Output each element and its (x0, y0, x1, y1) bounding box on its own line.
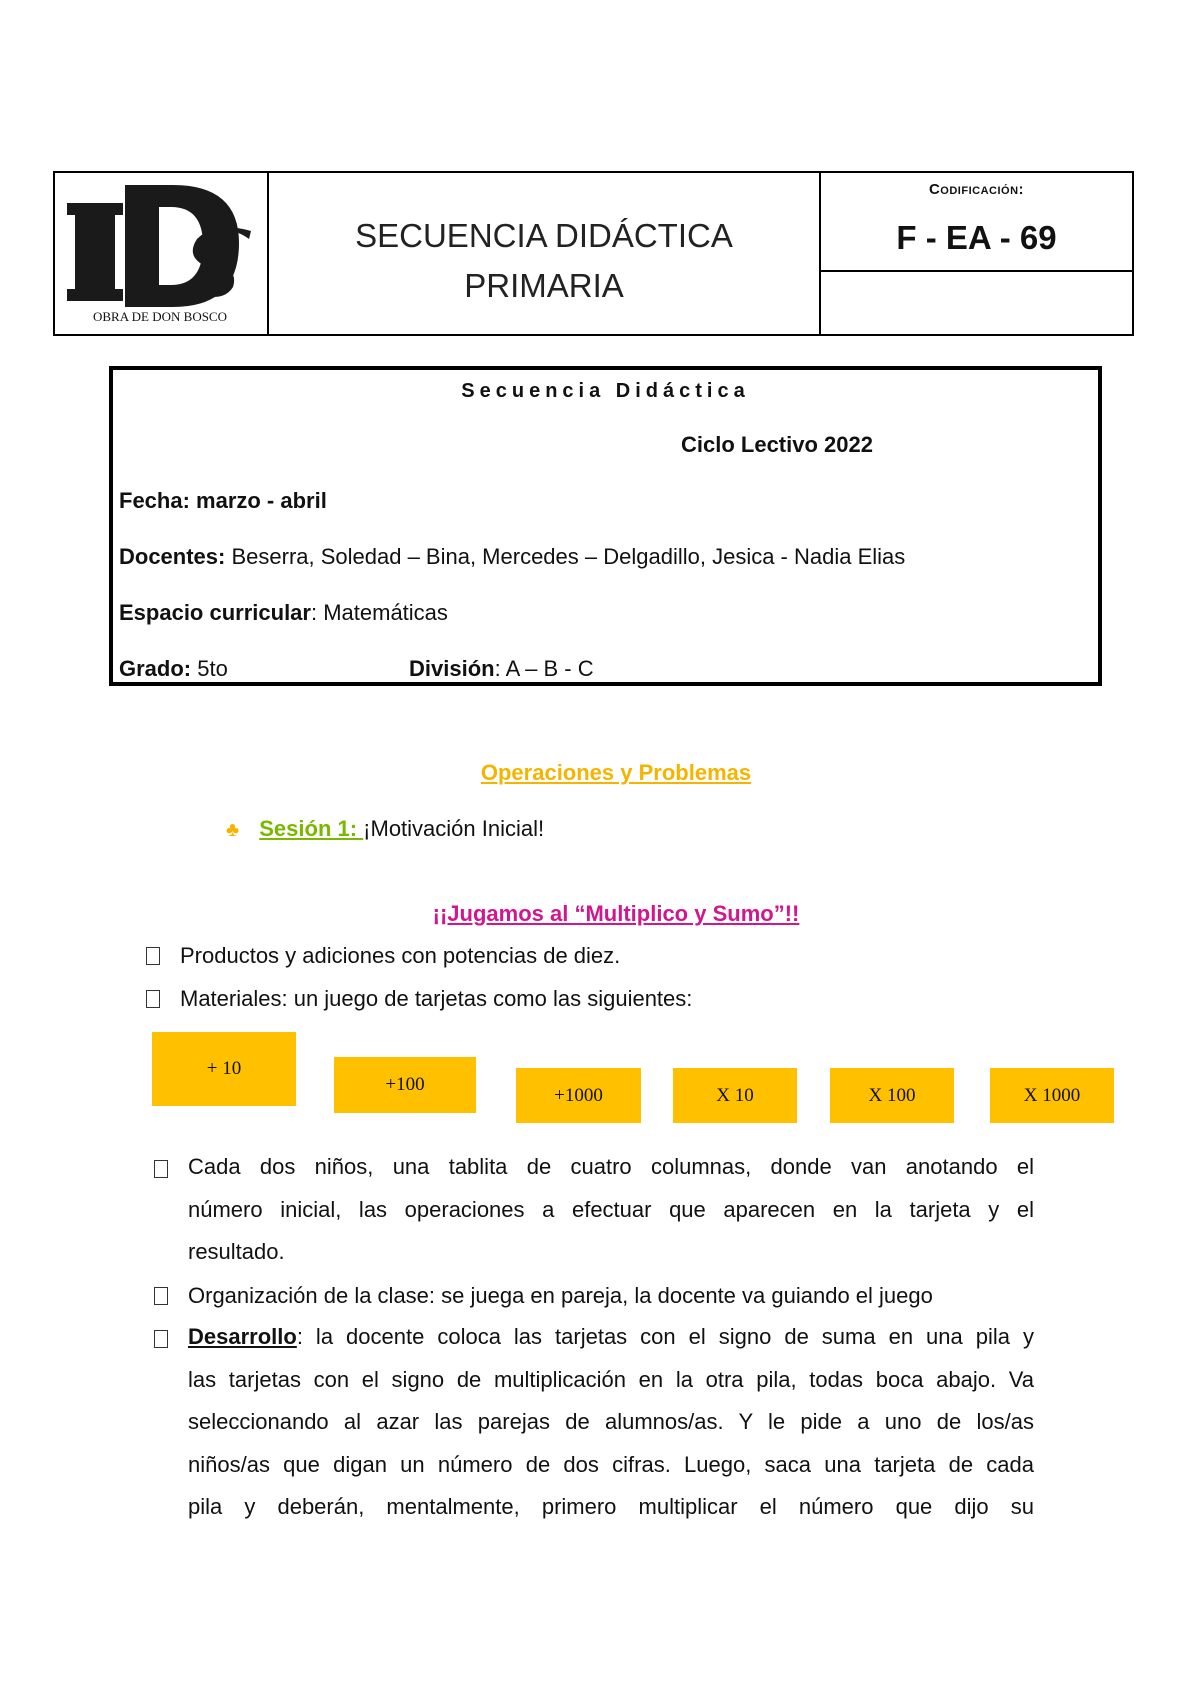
division-line (409, 656, 594, 682)
bullet-item-2 (146, 986, 692, 1012)
title-line-1: SECUENCIA DIDÁCTICA (355, 217, 733, 254)
title-cell (269, 173, 821, 334)
info-box (109, 366, 1102, 686)
section-title: Operaciones y Problemas (480, 760, 752, 785)
card-times-100: X 100 (830, 1068, 954, 1123)
teachers-line (119, 544, 905, 570)
teachers-label: Docentes: (119, 544, 226, 569)
date-label: Fecha: marzo - abril (119, 488, 327, 513)
document-title (269, 211, 819, 311)
card-plus-10: + 10 (152, 1032, 296, 1106)
development-label: Desarrollo (188, 1324, 297, 1349)
division-value: : A – B - C (494, 656, 594, 681)
space-label: Espacio curricular (119, 600, 311, 625)
bullet-item-3 (188, 1146, 1034, 1274)
codification-label: Codificación: (928, 181, 1025, 198)
bullet-item-3-line: Cada dos niños, una tablita de cuatro columnas, donde van anotando el (188, 1154, 1034, 1179)
bullet-item-3-line: número inicial, las operaciones a efectuar que aparecen en la tarjeta y el (188, 1196, 1034, 1222)
bullet-item-2-text: Materiales: un juego de tarjetas como las siguientes: (180, 986, 693, 1011)
empty-cell (821, 272, 1132, 334)
bullet-box-icon (154, 1287, 168, 1305)
bullet-item-5-line: seleccionando al azar las parejas de alumnos/as. Y le pide a uno de los/as (188, 1409, 1034, 1434)
bullet-item-4: Organización de la clase: se juega en pareja, la docente va guiando el juego (188, 1283, 933, 1308)
game-title: ¡¡Jugamos al “Multiplico y Sumo”!! (432, 901, 800, 926)
bullet-item-5-line (188, 1316, 1034, 1359)
space-value: : Matemáticas (310, 600, 448, 625)
bullet-box-icon (154, 1330, 168, 1348)
bullet-item-3-line: resultado. (188, 1239, 285, 1264)
ids-logo (63, 177, 259, 329)
bullet-box-icon (154, 1160, 168, 1178)
session-text: ¡Motivación Inicial! (363, 816, 545, 841)
card-plus-100: +100 (334, 1057, 476, 1113)
bullet-item-5-line: pila y deberán, mentalmente, primero multiplicar el número que dijo su (188, 1494, 1034, 1519)
codification-cell (821, 173, 1132, 272)
card-times-10: X 10 (673, 1068, 797, 1123)
grade-line (119, 656, 228, 682)
bullet-item-1 (146, 943, 620, 969)
bullet-item-5-line: niños/as que digan un número de dos cifras. Luego, saca una tarjeta de cada (188, 1451, 1034, 1477)
codification-value: F - EA - 69 (896, 219, 1057, 256)
bullet-item-1-text: Productos y adiciones con potencias de diez. (180, 943, 621, 968)
card-times-1000: X 1000 (990, 1068, 1114, 1123)
bullet-box-icon (146, 947, 160, 965)
logo-caption: OBRA DE DON BOSCO (93, 309, 227, 324)
card-plus-1000: +1000 (516, 1068, 641, 1123)
teachers-value: Beserra, Soledad – Bina, Mercedes – Delgadillo, Jesica - Nadia Elias (225, 544, 906, 569)
club-icon: ♣ (226, 819, 240, 841)
bullet-box-icon (146, 990, 160, 1008)
grade-value: 5to (191, 656, 228, 681)
header-table (53, 171, 1134, 336)
development-first-line: : la docente coloca las tarjetas con el signo de suma en una pila y (296, 1324, 1034, 1349)
info-heading: Secuencia Didáctica (461, 380, 750, 402)
division-label: División (409, 656, 495, 681)
session-line (226, 816, 544, 842)
bullet-item-5 (188, 1316, 1034, 1529)
title-line-2: PRIMARIA (464, 267, 624, 304)
bullet-item-5-line: las tarjetas con el signo de multiplicación en la otra pila, todas boca abajo. Va (188, 1366, 1034, 1392)
space-line (119, 600, 448, 626)
session-label: Sesión 1: (259, 816, 364, 841)
grade-label: Grado: (119, 656, 192, 681)
logo-cell (55, 173, 269, 334)
cycle-label: Ciclo Lectivo 2022 (681, 432, 873, 457)
